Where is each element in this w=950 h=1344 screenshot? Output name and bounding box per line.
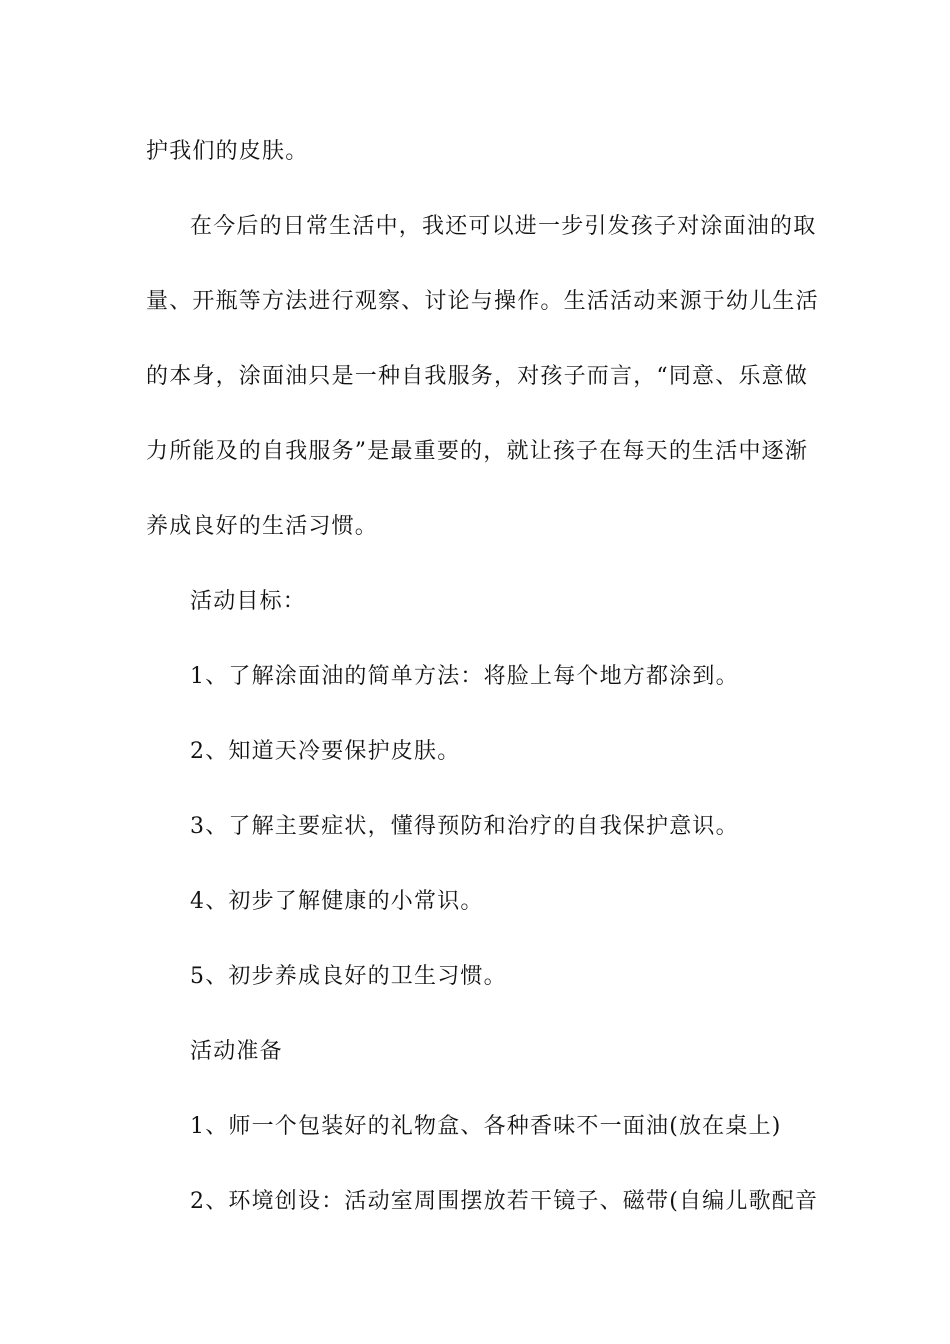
paragraph-line: 养成良好的生活习惯。 bbox=[146, 514, 379, 539]
list-item: 1、师一个包装好的礼物盒、各种香味不一面油(放在桌上) bbox=[190, 1114, 782, 1139]
list-item: 1、了解涂面油的简单方法：将脸上每个地方都涂到。 bbox=[190, 664, 739, 689]
list-item: 2、环境创设：活动室周围摆放若干镜子、磁带(自编儿歌配音 bbox=[190, 1189, 819, 1214]
list-item: 4、初步了解健康的小常识。 bbox=[190, 889, 484, 914]
list-item: 5、初步养成良好的卫生习惯。 bbox=[190, 964, 507, 989]
paragraph-line: 量、开瓶等方法进行观察、讨论与操作。生活活动来源于幼儿生活 bbox=[146, 289, 819, 314]
paragraph-line: 在今后的日常生活中，我还可以进一步引发孩子对涂面油的取 bbox=[190, 214, 817, 239]
paragraph-line: 护我们的皮肤。 bbox=[146, 139, 309, 164]
section-heading-goals: 活动目标： bbox=[190, 589, 307, 614]
list-item: 3、了解主要症状，懂得预防和治疗的自我保护意识。 bbox=[190, 814, 739, 839]
paragraph-line: 的本身，涂面油只是一种自我服务，对孩子而言，“同意、乐意做 bbox=[146, 364, 809, 389]
section-heading-preparation: 活动准备 bbox=[190, 1039, 283, 1064]
paragraph-line: 力所能及的自我服务”是最重要的，就让孩子在每天的生活中逐渐 bbox=[146, 439, 809, 464]
list-item: 2、知道天冷要保护皮肤。 bbox=[190, 739, 461, 764]
